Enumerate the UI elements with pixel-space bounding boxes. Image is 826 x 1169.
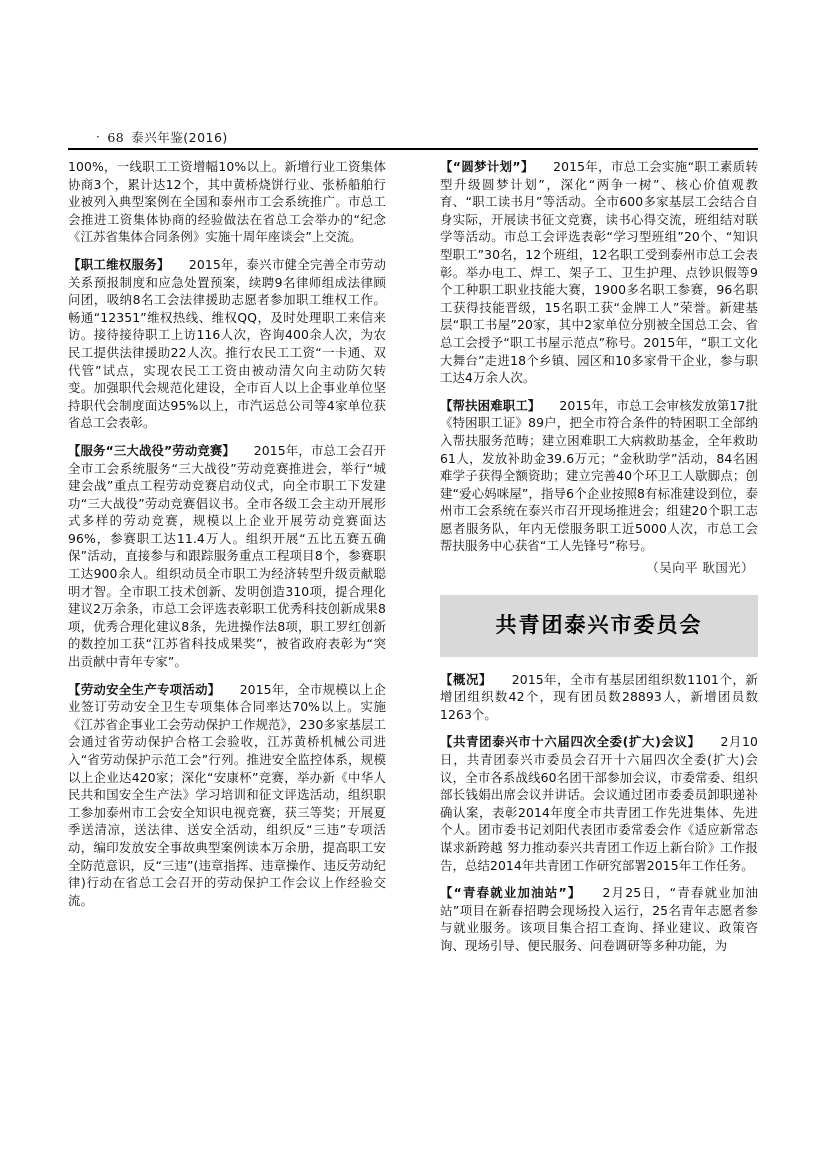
paragraph-heading: 【职工维权服务】	[68, 256, 164, 272]
section-title: 共青团泰兴市委员会	[495, 612, 703, 637]
page-number: 68	[107, 129, 125, 145]
paragraph-text: 2015年，全市规模以上企业签订劳动安全卫生专项集体合同率达70%以上。实施《江苏省企事业工会劳动保护工作规范》，230多家基层工会通过省劳动保护合格工会验收，江苏黄桥机械公司进入“省劳动保护示范工会”行列。推进安全监控体系，规模以上企业达420家；深化“安康杯”竞赛，举办新《中华人民共和国安全生产法》学习培训和征文评选活动，组织职工参加泰州市工会安全知识电视竞赛，获三等奖；开展夏季送清凉，送法律、送安全活动，组织反“三违”专项活动，编印发放安全事故典型案例读本万余册，提高职工安全防范意识，反“三违”(违章指挥、违章操作、违反劳动纪律)行动在省总工会召开的劳动保护工作会议上作经验交流。	[68, 681, 386, 908]
paragraph-heading: 【“圆梦计划”】	[440, 159, 528, 174]
paragraph-text: 2月10日，共青团泰兴市委员会召开十六届四次全委(扩大)会议，全市各系战线60名团干部参加会议，市委常委、组织部长钱娟出席会议并讲话。会议通过团市委委员卸职递补确认案，表彰2014年度全市共青团工作先进集体、先进个人。团市委书记刘阳代表团市委常委会作《适应新常态 谋求新跨越 努力推动泰兴共青团工作迈上新台阶》工作报告，总结2014年共青团工作研究部署2015年工作任务。	[440, 734, 758, 873]
paragraph-heading: 【共青团泰兴市十六届四次全委(扩大)会议】	[440, 734, 695, 750]
paragraph-text: 2015年，市总工会召开全市工会系统服务“三大战役”劳动竞赛推进会，举行“城建会战”重点工程劳动竞赛启动仪式，向全市职工下发建功“三大战役”劳动竞赛倡议书。全市各级工会主动开展形式多样的劳动竞赛，规模以上企业开展劳动竞赛面达96%，参赛职工达11.4万人。组织开展“五比五赛五确保”活动，直接参与和跟踪服务重点工程项目8个，参赛职工达900余人。组织动员全市职工为经济转型升级贡献聪明才智。全市职工技术创新、发明创造310项，提合理化建议2万余条，市总工会评选表彰职工优秀科技创新成果8项，优秀合理化建议8条，先进操作法8项，职工罗红创新的数控加工获“江苏省科技成果奖”，被省政府表彰为“突出贡献中青年专家”。	[68, 442, 386, 670]
paragraph-text: 2015年，市总工会审核发放第17批《特困职工证》89户，把全市符合条件的特困职工全部纳入帮扶服务范畴；建立困难职工大病救助基金，全年救助61人，发放补助金39.6万元；“金秋助学”活动，84名困难学子获得全额资助；建立完善40个环卫工人歇脚点；创建“爱心妈咪屋”，指导6个企业按照8有标准建设到位，泰州市工会系统在泰兴市召开现场推进会；组建20个职工志愿者服务队，年内无偿服务职工近5000人次，市总工会帮扶服务中心获省“工人先锋号”称号。	[440, 397, 758, 554]
left-column	[68, 158, 386, 909]
paragraph	[440, 671, 758, 724]
paragraph-text: 2月25日，“青春就业加油站”项目在新春招聘会现场投入运行，25名青年志愿者参与就业服务。该项目集合招工查询、择业建议、政策咨询、现场引导、便民服务、问卷调研等多种功能，为	[440, 885, 759, 953]
page-header	[96, 128, 736, 146]
paragraph: 100%，一线职工工资增幅10%以上。新增行业工资集体协商3个，累计达12个，其中黄桥烧饼行业、张桥船舶行业被列入典型案例在全国和泰州市工会系统推广。市总工会推进工资集体协商的经验做法在省总工会举办的“纪念《江苏省集体合同条例》实施十周年座谈会”上交流。	[68, 159, 386, 245]
paragraph	[68, 681, 386, 910]
paragraph-heading: 【概况】	[440, 671, 486, 687]
paragraph-heading: 【劳动安全生产专项活动】	[68, 681, 215, 697]
paragraph	[440, 884, 758, 954]
paragraph-text: 2015年，全市有基层团组织数1101个，新增团组织数42个，现有团员数28893人，新增团员数1263个。	[440, 671, 758, 722]
paragraph	[68, 256, 386, 432]
paragraph	[440, 397, 758, 555]
right-column	[440, 158, 758, 955]
section-title-banner	[440, 595, 758, 657]
paragraph-heading: 【“青春就业加油站”】	[440, 885, 576, 901]
header-rule	[68, 148, 758, 150]
paragraph	[440, 158, 758, 387]
paragraph-text: 2015年，泰兴市健全完善全市劳动关系预报制度和应急处置预案，续聘9名律师组成法律顾问团，吸纳8名工会法律援助志愿者参加职工维权工作。畅通“12351”维权热线、维权QQ，及时处理职工来信来访。接待接待职工上访116人次，咨询400余人次，为农民工提供法律援助22人次。推行农民工工资“一卡通、双代管”试点，实现农民工工资由被动清欠向主动防欠转变。加强职代会规范化建设，全市百人以上企事业单位坚持职代会制度面达95%以上，市汽运总公司等4家单位获省总工会表彰。	[68, 256, 386, 431]
article-signature: （吴向平 耿国光）	[646, 560, 754, 576]
paragraph-heading: 【服务“三大战役”劳动竞赛】	[68, 442, 229, 458]
paragraph-heading: 【帮扶困难职工】	[440, 397, 535, 413]
paragraph	[68, 442, 386, 671]
header-bullet: ·	[96, 130, 101, 144]
paragraph-text: 2015年，市总工会实施“职工素质转型升级圆梦计划”，深化“两争一树”、核心价值观教育、“职工读书月”等活动。全市600多家基层工会结合自身实际，开展读书征文竞赛，读书心得交流，班组结对联学等活动。市总工会评选表彰“学习型班组”20个、“知识型职工”30名，12个班组，12名职工受到泰州市总工会表彰。举办电工、焊工、架子工、卫生护理、点钞识假等9个工种职工职业技能大赛，1900多名职工参赛，96名职工获得技能晋级，15名职工获“金牌工人”荣誉。新建基层“职工书屋”20家，其中2家单位分别被全国总工会、省总工会授予“职工书屋示范点”称号。2015年，“职工文化大舞台”走进18个乡镇、园区和10多家骨干企业，参与职工达4万余人次。	[440, 159, 759, 386]
paragraph	[440, 733, 758, 874]
book-title: 泰兴年鉴(2016)	[131, 130, 228, 145]
